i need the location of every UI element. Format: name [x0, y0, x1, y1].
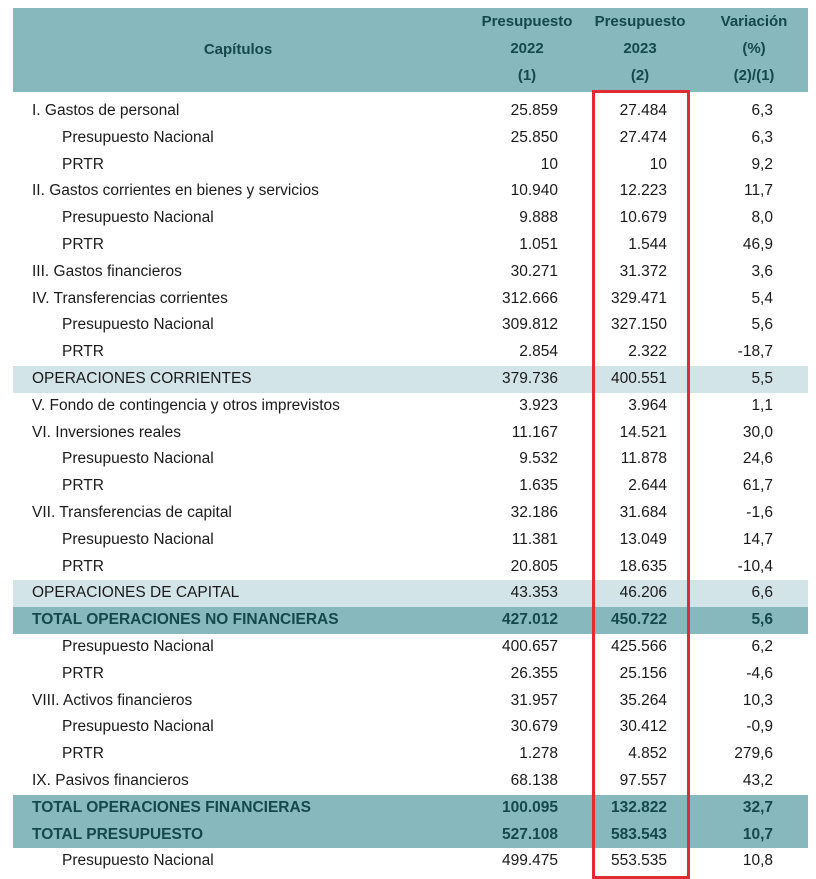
value-2022: 32.186	[510, 503, 558, 521]
value-2023: 11.878	[620, 450, 667, 468]
value-2023: 27.484	[619, 102, 667, 119]
value-2023: 2.322	[628, 343, 667, 361]
value-2022: 1.278	[519, 745, 558, 763]
value-variacion: -10,4	[737, 557, 773, 575]
value-variacion: -4,6	[746, 664, 773, 682]
value-2022: 25.850	[510, 128, 558, 146]
value-2023: 450.722	[610, 611, 667, 629]
row-label: PRTR	[62, 745, 104, 763]
value-2023: 2.644	[628, 477, 667, 495]
total-row	[13, 795, 808, 822]
header-var-line1: Variación	[720, 13, 788, 30]
value-2022: 25.859	[510, 102, 558, 119]
value-2022: 3.923	[519, 396, 558, 414]
table-row	[13, 500, 808, 527]
value-2022: 9.532	[519, 450, 558, 468]
row-label: VIII. Activos financieros	[32, 691, 193, 709]
table-row	[13, 420, 808, 447]
value-variacion: 6,3	[751, 102, 773, 119]
value-2022: 43.353	[510, 584, 558, 602]
table-row	[13, 125, 808, 152]
value-2023: 31.372	[619, 262, 667, 280]
value-2022: 30.271	[510, 262, 558, 280]
table-row	[13, 98, 808, 125]
subtotal-row	[13, 366, 808, 393]
value-2022: 427.012	[501, 611, 558, 629]
value-2023: 329.471	[610, 289, 667, 307]
row-label: Presupuesto Nacional	[62, 637, 214, 655]
value-2022: 1.051	[519, 235, 558, 253]
value-2023: 13.049	[619, 530, 667, 548]
value-2023: 14.521	[619, 423, 667, 441]
table-row	[13, 152, 808, 179]
value-variacion: 279,6	[734, 745, 773, 763]
header-2022-line3: (1)	[517, 67, 537, 84]
row-label: III. Gastos financieros	[32, 262, 182, 280]
value-variacion: 30,0	[742, 423, 773, 441]
table-row	[13, 259, 808, 286]
value-2022: 527.108	[501, 825, 558, 843]
header-2023-line3: (2)	[630, 67, 650, 84]
value-variacion: 10,3	[742, 691, 773, 709]
value-2023: 30.412	[619, 718, 667, 736]
row-label: V. Fondo de contingencia y otros imprevistos	[32, 396, 340, 414]
value-2023: 46.206	[619, 584, 667, 602]
value-2022: 68.138	[510, 771, 558, 789]
row-label: PRTR	[62, 343, 104, 361]
table-row	[13, 339, 808, 366]
value-2023: 35.264	[619, 691, 667, 709]
value-2022: 1.635	[519, 477, 558, 495]
value-variacion: 9,2	[751, 155, 773, 173]
row-label: Presupuesto Nacional	[62, 316, 214, 334]
value-variacion: 5,6	[751, 611, 773, 629]
value-variacion: 10,8	[742, 852, 773, 870]
table-row	[13, 232, 808, 259]
value-2023: 27.474	[619, 128, 667, 146]
table-row	[13, 768, 808, 795]
row-label: PRTR	[62, 155, 104, 173]
subtotal-row	[13, 580, 808, 607]
value-variacion: 5,6	[751, 316, 773, 334]
row-label: Presupuesto Nacional	[62, 450, 214, 468]
row-label: OPERACIONES CORRIENTES	[32, 369, 252, 387]
value-2022: 30.679	[510, 718, 558, 736]
row-label: Presupuesto Nacional	[62, 128, 214, 146]
value-variacion: 6,6	[751, 584, 773, 602]
value-variacion: -0,9	[746, 718, 773, 736]
value-variacion: 5,4	[751, 289, 773, 307]
value-2022: 2.854	[519, 343, 558, 361]
value-2023: 12.223	[619, 182, 667, 200]
table-row	[13, 714, 808, 741]
value-2023: 327.150	[610, 316, 667, 334]
row-label: IV. Transferencias corrientes	[32, 289, 228, 307]
value-variacion: 11,7	[743, 182, 773, 200]
table-row	[13, 286, 808, 313]
value-2022: 26.355	[510, 664, 558, 682]
row-label: VII. Transferencias de capital	[32, 503, 232, 521]
table-row	[13, 688, 808, 715]
header-2023-line2: 2023	[623, 40, 657, 57]
table-row	[13, 527, 808, 554]
row-label: TOTAL OPERACIONES NO FINANCIERAS	[32, 611, 339, 629]
table-row	[13, 661, 808, 688]
value-2023: 10	[649, 155, 667, 173]
value-variacion: 6,2	[751, 637, 773, 655]
value-2023: 31.684	[619, 503, 667, 521]
header-var-line3: (2)/(1)	[733, 67, 775, 84]
value-2022: 10	[540, 155, 558, 173]
table-row	[13, 554, 808, 581]
value-2022: 100.095	[501, 798, 558, 816]
value-2022: 379.736	[501, 369, 558, 387]
value-2022: 309.812	[501, 316, 558, 334]
value-variacion: 5,5	[751, 369, 773, 387]
row-label: Presupuesto Nacional	[62, 718, 214, 736]
value-variacion: 43,2	[742, 771, 773, 789]
value-2023: 1.544	[628, 235, 667, 253]
header-2022-line1: Presupuesto	[481, 13, 573, 30]
table-row	[13, 312, 808, 339]
value-2023: 97.557	[619, 771, 667, 789]
row-label: IX. Pasivos financieros	[32, 771, 189, 789]
header-2022-line2: 2022	[510, 40, 544, 57]
table-row	[13, 178, 808, 205]
value-variacion: -18,7	[737, 343, 773, 361]
table-row	[13, 634, 808, 661]
total-row	[13, 822, 808, 849]
row-label: PRTR	[62, 235, 104, 253]
value-variacion: 8,0	[751, 209, 773, 227]
value-2022: 10.940	[510, 182, 558, 200]
value-2022: 11.381	[511, 530, 558, 548]
table-header	[13, 8, 808, 92]
table-row	[13, 473, 808, 500]
row-label: Presupuesto Nacional	[62, 852, 214, 870]
value-2023: 132.822	[610, 798, 667, 816]
value-variacion: 32,7	[742, 798, 773, 816]
value-2023: 10.679	[619, 209, 667, 227]
value-2023: 583.543	[610, 825, 667, 843]
value-2022: 11.167	[511, 423, 558, 441]
table-body	[13, 98, 808, 875]
row-label: TOTAL OPERACIONES FINANCIERAS	[32, 798, 312, 816]
value-variacion: 1,1	[751, 396, 773, 414]
value-2023: 4.852	[628, 745, 667, 763]
header-variacion	[709, 8, 799, 89]
value-2023: 425.566	[610, 637, 667, 655]
value-2022: 20.805	[510, 557, 558, 575]
value-2022: 9.888	[519, 209, 558, 227]
value-2022: 499.475	[501, 852, 558, 870]
value-2023: 553.535	[610, 852, 667, 870]
row-label: TOTAL PRESUPUESTO	[32, 825, 204, 843]
table-row	[13, 848, 808, 875]
row-label: Presupuesto Nacional	[62, 209, 214, 227]
row-label: OPERACIONES DE CAPITAL	[32, 584, 240, 602]
total-row	[13, 607, 808, 634]
value-2022: 312.666	[501, 289, 558, 307]
row-label: PRTR	[62, 557, 104, 575]
value-variacion: 10,7	[742, 825, 773, 843]
header-capitulos: Capítulos	[203, 41, 273, 58]
value-variacion: 61,7	[742, 477, 773, 495]
row-label: PRTR	[62, 664, 104, 682]
value-2023: 3.964	[628, 396, 667, 414]
row-label: PRTR	[62, 477, 104, 495]
value-2022: 400.657	[501, 637, 558, 655]
value-2023: 18.635	[619, 557, 667, 575]
value-variacion: 24,6	[742, 450, 773, 468]
header-presupuesto-2023	[585, 8, 695, 89]
header-var-line2: (%)	[742, 40, 766, 57]
value-2022: 31.957	[510, 691, 558, 709]
value-variacion: 14,7	[742, 530, 773, 548]
table-row	[13, 205, 808, 232]
table-row	[13, 393, 808, 420]
header-presupuesto-2022	[472, 8, 582, 89]
table-row	[13, 446, 808, 473]
header-2023-line1: Presupuesto	[594, 13, 686, 30]
table-row	[13, 741, 808, 768]
value-variacion: 6,3	[751, 128, 773, 146]
value-variacion: 3,6	[751, 262, 773, 280]
row-label: Presupuesto Nacional	[62, 530, 214, 548]
value-2023: 25.156	[619, 664, 667, 682]
value-2023: 400.551	[610, 369, 667, 387]
row-label: VI. Inversiones reales	[32, 423, 182, 441]
value-variacion: 46,9	[742, 235, 773, 253]
row-label: II. Gastos corrientes en bienes y servicios	[32, 182, 319, 200]
row-label: I. Gastos de personal	[32, 102, 180, 119]
value-variacion: -1,6	[746, 503, 773, 521]
